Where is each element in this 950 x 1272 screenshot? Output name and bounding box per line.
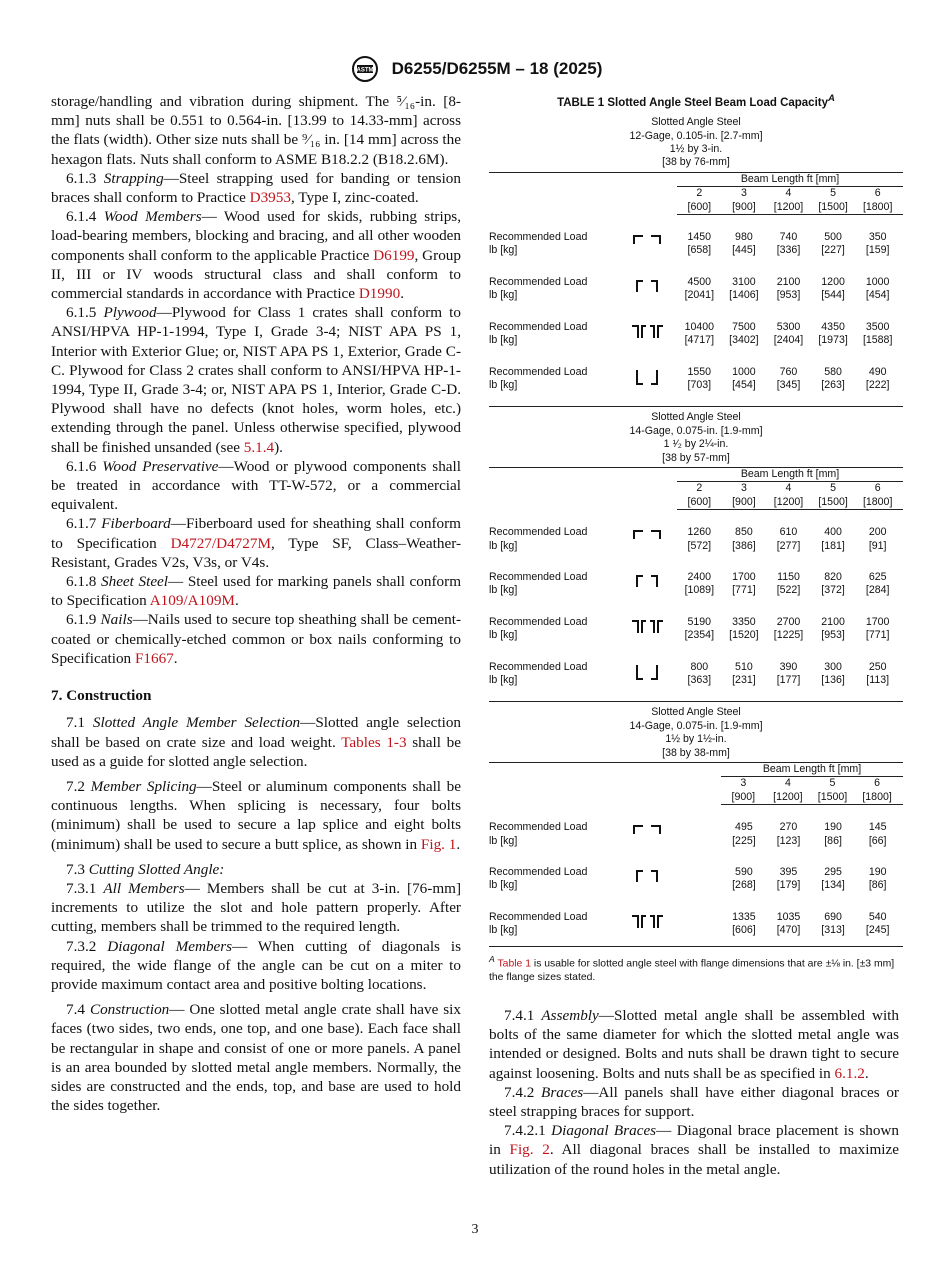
table-cell: 1200 [544] bbox=[821, 275, 845, 302]
table-row bbox=[489, 866, 903, 893]
angle-base-icon bbox=[617, 661, 677, 688]
column-header: 3 [900] bbox=[732, 482, 756, 508]
table-cell: 1700 [771] bbox=[732, 570, 756, 597]
table-caption: TABLE 1 Slotted Angle Steel Beam Load Capacity$^A$ bbox=[557, 93, 835, 109]
angle-out-icon bbox=[617, 821, 677, 848]
row-label: Recommended Load lb [kg] bbox=[489, 320, 588, 347]
table-cell: 580 [263] bbox=[821, 365, 845, 391]
link-fig-1[interactable]: Fig. 1 bbox=[420, 835, 457, 853]
table-row bbox=[489, 321, 903, 348]
table-row bbox=[489, 661, 903, 688]
page-number: 3 bbox=[471, 1222, 479, 1237]
table-cell: 270 [123] bbox=[776, 821, 801, 847]
table-cell: 395 [179] bbox=[776, 866, 801, 892]
paragraph-7-4-2: 7.4.2 Braces—All panels shall have either diagonal braces or steel strapping braces for support. bbox=[489, 1083, 899, 1121]
page-header bbox=[0, 54, 950, 84]
table-cell: 1550 [703] bbox=[687, 365, 712, 391]
paragraph-6-1-3: 6.1.3 Strapping—Steel strapping used for banding or tension braces shall conform to Practice D3953, Type I, zinc-coated. bbox=[51, 169, 461, 207]
table-section bbox=[489, 116, 903, 398]
table-cell: 850 [386] bbox=[732, 526, 756, 552]
row-label: Recommended Load lb [kg] bbox=[489, 866, 588, 892]
link-5-1-4[interactable]: 5.1.4 bbox=[243, 438, 275, 456]
table-cell: 1150 [522] bbox=[776, 570, 801, 597]
column-header: 6 [1800] bbox=[862, 187, 893, 213]
table-cell: 390 [177] bbox=[776, 660, 801, 687]
paragraph-7-4-1: 7.4.1 Assembly—Slotted metal angle shall be assembled with bolts of the same diameter for which the slotted metal angle was intended or designed. Bolts and nuts shall be drawn tight to secure against loosening. Bolts and nuts shall be as specified in 6.1.2. bbox=[489, 1007, 899, 1082]
link-6-1-2[interactable]: 6.1.2 bbox=[834, 1064, 865, 1082]
column-header: 2 [600] bbox=[687, 187, 712, 213]
table-row bbox=[489, 571, 903, 598]
table-cell: 1035 [470] bbox=[776, 910, 801, 937]
table-section bbox=[489, 701, 903, 943]
angle-out-icon bbox=[617, 526, 677, 553]
angle-in-icon bbox=[617, 571, 677, 598]
row-label: Recommended Load lb [kg] bbox=[489, 910, 588, 937]
table-cell: 3350 [1520] bbox=[729, 615, 759, 642]
table-row bbox=[489, 526, 903, 553]
link-d1990[interactable]: D1990 bbox=[358, 285, 401, 303]
link-d6199[interactable]: D6199 bbox=[373, 246, 415, 264]
section-title: Slotted Angle Steel 14-Gage, 0.075-in. [1.9-mm] 1 ¹⁄₂ by 2¼-in. [38 by 57-mm] bbox=[629, 411, 763, 464]
row-label: Recommended Load lb [kg] bbox=[489, 660, 588, 687]
table-cell: 590 [268] bbox=[732, 866, 756, 892]
column-header: 6 [1800] bbox=[862, 777, 892, 803]
table-cell: 2100 [953] bbox=[821, 615, 845, 642]
table-cell: 200 [91] bbox=[868, 526, 887, 552]
table-row bbox=[489, 366, 903, 393]
table-cell: 190 [86] bbox=[868, 866, 887, 892]
column-header: 4 [1200] bbox=[773, 777, 803, 803]
paragraph-6-1-7: 6.1.7 Fiberboard—Fiberboard used for sheathing shall conform to Specification D4727/D4727M, Type SF, Class–Weather-Resistant, Grades V2s, V3s, or V4s. bbox=[51, 515, 462, 571]
row-label: Recommended Load lb [kg] bbox=[489, 526, 588, 552]
paragraph-6-1-8: 6.1.8 Sheet Steel— Steel used for marking panels shall conform to Specification A109/A109M. bbox=[51, 573, 462, 610]
column-header: 5 [1500] bbox=[817, 777, 848, 803]
table-cell: 350 [159] bbox=[865, 231, 890, 257]
paragraph-6-1-6: 6.1.6 Wood Preservative—Wood or plywood components shall be treated in accordance with TT-W-572, or a commercial equivalent. bbox=[51, 457, 461, 514]
column-header: 4 [1200] bbox=[773, 482, 804, 508]
table-cell: 500 [227] bbox=[821, 231, 845, 257]
paragraph-nuts: storage/handling and vibration during shipment. The ⁵⁄₁₆-in. [8-mm] nuts shall be 0.551 to 0.564-in. [13.99 to 14.33-mm] across the flats (width). Other size nuts shall be ⁹⁄₁₆ in. [14 mm] across the hexagon flats. Nuts shall conform to ASME B18.2.2 (B18.2.6M). bbox=[51, 93, 461, 168]
table-cell: 145 [66] bbox=[868, 821, 887, 847]
table-cell: 1335 [606] bbox=[732, 910, 756, 937]
table-cell: 1000 [454] bbox=[865, 275, 890, 302]
link-fig-2[interactable]: Fig. 2 bbox=[509, 1141, 550, 1159]
table-cell: 300 [136] bbox=[821, 660, 845, 687]
document-designation: D6255/D6255M – 18 (2025) bbox=[391, 59, 603, 78]
right-column-text bbox=[489, 1006, 899, 1179]
beam-length-header: Beam Length ft [mm] bbox=[762, 763, 862, 776]
table-cell: 2400 [1089] bbox=[684, 570, 715, 597]
table-cell: 625 [284] bbox=[865, 570, 890, 597]
table-cell: 1260 [572] bbox=[687, 526, 712, 552]
table-cell: 490 [222] bbox=[865, 365, 890, 391]
table-cell: 495 [225] bbox=[732, 821, 756, 847]
row-label: Recommended Load lb [kg] bbox=[489, 275, 588, 302]
column-header: 3 [900] bbox=[732, 187, 756, 213]
table-cell: 190 [86] bbox=[824, 821, 842, 847]
table-row bbox=[489, 821, 903, 848]
paragraph-6-1-5: 6.1.5 Plywood—Plywood for Class 1 crates shall conform to ANSI/HPVA HP-1-1994, Type I, Grade 3-4; NIST APA PS 1, Interior with Exterior Glue; or, NIST APA PS 1, Exterior, Grade C-C. Plywood for Class 2 crates shall conform to ANSI/HPVA HP-1-1994, Type II, Grade 3-4; or, NIST APA PS 1, Interior, Grade C-D. Plywood shall have no defects (knot holes, worm holes, etc.) extending through the panel. Unless otherwise specified, plywood shall be finished unsanded (see 5.1.4). bbox=[51, 304, 461, 456]
table-cell: 690 [313] bbox=[821, 910, 845, 937]
table-cell: 1450 [658] bbox=[687, 231, 712, 257]
beam-length-header: Beam Length ft [mm] bbox=[740, 172, 840, 185]
section-heading-construction: 7. Construction bbox=[51, 687, 152, 705]
table-cell: 4500 [2041] bbox=[684, 275, 715, 302]
beam-length-header: Beam Length ft [mm] bbox=[740, 467, 840, 480]
paragraph-7-3-2: 7.3.2 Diagonal Members— When cutting of diagonals is required, the wide flange of the angle can be cut on a miter to provide maximum contact area and positive bolting locations. bbox=[51, 937, 461, 993]
table-cell: 295 [134] bbox=[821, 866, 845, 892]
table-cell: 760 [345] bbox=[776, 365, 801, 391]
table-row bbox=[489, 231, 903, 258]
column-header: 4 [1200] bbox=[773, 187, 804, 213]
table-cell: 1000 [454] bbox=[732, 365, 756, 391]
angle-double-icon bbox=[617, 321, 677, 348]
link-d4727[interactable]: D4727/D4727M bbox=[170, 534, 271, 552]
column-header: 3 [900] bbox=[731, 777, 756, 803]
table-cell: 740 [336] bbox=[776, 231, 801, 257]
table-section bbox=[489, 406, 903, 693]
paragraph-7-3: 7.3 Cutting Slotted Angle: bbox=[66, 860, 225, 878]
angle-double-icon bbox=[617, 911, 677, 938]
table-cell: 510 [231] bbox=[732, 660, 756, 687]
table-row bbox=[489, 911, 903, 938]
column-header: 5 [1500] bbox=[818, 187, 848, 213]
paragraph-7-4: 7.4 Construction— One slotted metal angle crate shall have six faces (two sides, two ends, one top, and one base). Each face shall be rectangular in shape and consist of one or more panels. A panel is an area bounded by slotted metal angle members. Normally, the sides are constructed and the ends, top, and base are used to hold the sides together. bbox=[51, 1001, 461, 1115]
angle-double-icon bbox=[617, 616, 677, 643]
paragraph-7-2: 7.2 Member Splicing—Steel or aluminum components shall be continuous lengths. When splicing is necessary, four bolts (minimum) shall be used to secure a lap splice and eight bolts (minimum) shall be used to secure a butt splice, as shown in Fig. 1. bbox=[51, 777, 461, 853]
row-label: Recommended Load lb [kg] bbox=[489, 615, 588, 642]
paragraph-7-4-2-1: 7.4.2.1 Diagonal Braces— Diagonal brace placement is shown in Fig. 2. All diagonal braces shall be installed to maximize utilization of the round holes in the metal angle. bbox=[489, 1122, 899, 1178]
paragraph-7-1: 7.1 Slotted Angle Member Selection—Slotted angle selection shall be based on crate size and load weight. Tables 1-3 shall be used as a guide for slotted angle selection. bbox=[51, 714, 462, 770]
angle-out-icon bbox=[617, 231, 677, 258]
table-cell: 980 [445] bbox=[732, 231, 756, 257]
link-tables-1-3[interactable]: Tables 1-3 bbox=[341, 733, 407, 751]
table-cell: 610 [277] bbox=[776, 526, 801, 552]
column-header: 6 [1800] bbox=[862, 482, 893, 508]
table-cell: 250 [113] bbox=[866, 660, 890, 687]
column-header: 2 [600] bbox=[687, 482, 712, 508]
table-row bbox=[489, 616, 903, 643]
left-column bbox=[51, 92, 461, 1115]
section-title: Slotted Angle Steel 14-Gage, 0.075-in. [1.9-mm] 1½ by 1½-in. [38 by 38-mm] bbox=[629, 706, 763, 759]
row-label: Recommended Load lb [kg] bbox=[489, 231, 588, 257]
table-cell: 400 [181] bbox=[821, 526, 845, 552]
table-1-load-capacity bbox=[489, 92, 903, 984]
table-cell: 5190 [2354] bbox=[684, 615, 715, 642]
table-cell: 3500 [1588] bbox=[862, 320, 893, 347]
table-cell: 10400 [4717] bbox=[684, 320, 715, 347]
section-title: Slotted Angle Steel 12-Gage, 0.105-in. [2.7-mm] 1½ by 3-in. [38 by 76-mm] bbox=[629, 116, 763, 169]
link-table-1[interactable]: Table 1 bbox=[497, 958, 531, 970]
astm-logo-icon bbox=[348, 54, 382, 84]
link-d3953[interactable]: D3953 bbox=[249, 189, 291, 207]
astm-logo-text: ASTM bbox=[356, 67, 374, 74]
paragraph-6-1-4: 6.1.4 Wood Members— Wood used for skids, rubbing strips, load-bearing members, blocking and bracing, and all other wooden components shall conform to the applicable Practice D6199, Group II, III or IV woods structural class and shall conform to commercial standards in accordance with Practice D1990. bbox=[51, 208, 462, 303]
row-label: Recommended Load lb [kg] bbox=[489, 365, 588, 391]
angle-in-icon bbox=[617, 866, 677, 893]
table-cell: 3100 [1406] bbox=[729, 275, 759, 302]
table-cell: 5300 [2404] bbox=[773, 320, 804, 347]
table-cell: 7500 [3402] bbox=[729, 320, 759, 347]
table-footnote: $^A$ Table 1 is usable for slotted angle steel with flange dimensions that are ±⅛ in. [±3 mm] the flange sizes stated. bbox=[489, 953, 895, 983]
paragraph-7-3-1: 7.3.1 All Members— Members shall be cut at 3-in. [76-mm] increments to utilize the slot and hole pattern properly. After cutting, members shall be trimmed to the required length. bbox=[51, 879, 462, 936]
table-row bbox=[489, 276, 903, 303]
table-cell: 540 [245] bbox=[865, 910, 890, 937]
table-cell: 2700 [1225] bbox=[773, 615, 804, 642]
angle-in-icon bbox=[617, 276, 677, 303]
table-cell: 800 [363] bbox=[687, 660, 712, 687]
paragraph-6-1-9: 6.1.9 Nails—Nails used to secure top sheathing shall be cement-coated or chemically-etched common or box nails conforming to Specification F1667. bbox=[51, 611, 461, 667]
column-header: 5 [1500] bbox=[818, 482, 848, 508]
row-label: Recommended Load lb [kg] bbox=[489, 570, 588, 597]
table-cell: 2100 [953] bbox=[776, 275, 801, 302]
table-cell: 1700 [771] bbox=[865, 615, 890, 642]
row-label: Recommended Load lb [kg] bbox=[489, 821, 588, 847]
angle-base-icon bbox=[617, 366, 677, 393]
table-cell: 4350 [1973] bbox=[818, 320, 848, 347]
table-cell: 820 [372] bbox=[821, 570, 845, 597]
link-f1667[interactable]: F1667 bbox=[134, 649, 174, 667]
link-a109[interactable]: A109/A109M bbox=[149, 592, 235, 610]
